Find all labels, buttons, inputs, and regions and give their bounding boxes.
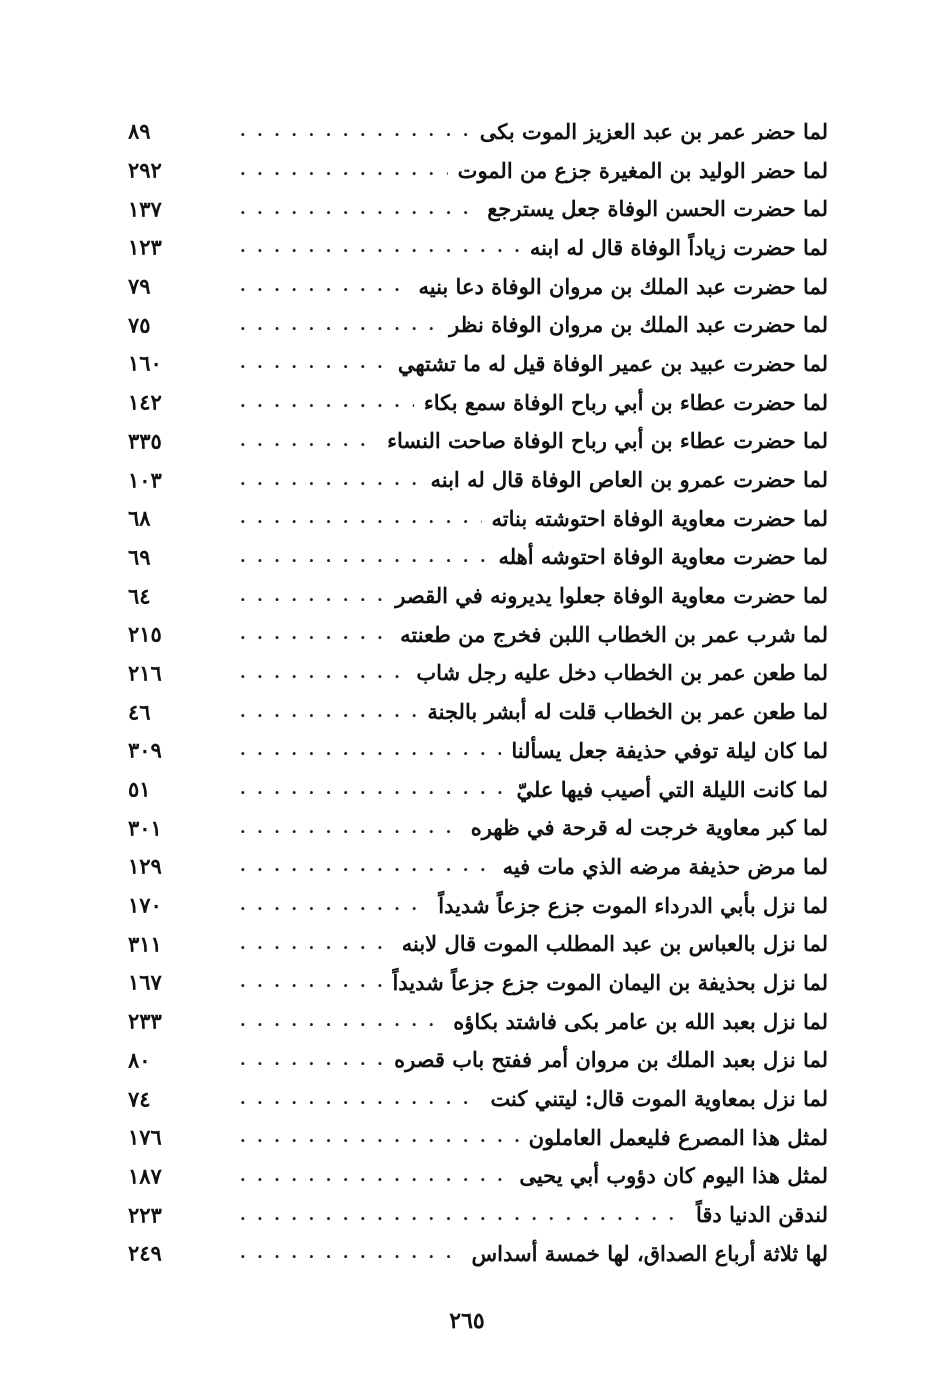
dot-leader — [240, 1052, 384, 1068]
entry-title: لما حضرت عبد الملك بن مروان الوفاة دعا بنيه — [418, 273, 828, 299]
entry-page-number: ٣٠٩ — [128, 737, 162, 763]
index-entry — [128, 151, 828, 190]
index-entry — [128, 1041, 828, 1080]
entry-page-number: ١٢٣ — [128, 234, 162, 260]
entry-page-number: ٧٩ — [128, 273, 151, 299]
dot-leader — [240, 123, 470, 139]
entry-title: لما حضرت الحسن الوفاة جعل يسترجع — [487, 196, 828, 222]
entry-page-number: ٢١٥ — [128, 621, 162, 647]
entry-title: لما كانت الليلة التي أصيب فيها عليّ — [516, 776, 828, 802]
dot-leader — [240, 472, 420, 488]
entry-page-number: ١٦٠ — [128, 350, 162, 376]
dot-leader — [240, 820, 461, 836]
dot-leader — [240, 1207, 686, 1223]
index-entry — [128, 576, 828, 615]
index-entry — [128, 731, 828, 770]
entry-title: لما حضرت عطاء بن أبي رباح الوفاة صاحت النساء — [387, 428, 828, 454]
dot-leader — [240, 1168, 509, 1184]
page-number-text: ٢٦٥ — [449, 1308, 485, 1334]
entry-page-number: ١٤٢ — [128, 389, 162, 415]
dot-leader — [240, 742, 501, 758]
index-entry — [128, 692, 828, 731]
entry-title: لما حضر عمر بن عبد العزيز الموت بكى — [479, 118, 828, 144]
dot-leader — [240, 433, 377, 449]
entry-page-number: ١٣٧ — [128, 196, 162, 222]
entry-title: لما حضرت معاوية الوفاة احتوشته بناته — [491, 505, 828, 531]
dot-leader — [240, 239, 520, 255]
index-entry — [128, 1157, 828, 1196]
entry-title: لمثل هذا اليوم كان دؤوب أبي يحيى — [519, 1163, 828, 1189]
index-entry — [128, 770, 828, 809]
entry-title: لما نزل بأبي الدرداء الموت جزع جزعاً شديداً — [438, 892, 828, 918]
entry-title: لما طعن عمر بن الخطاب دخل عليه رجل شاب — [416, 660, 828, 686]
entry-title: لما نزل بعبد الملك بن مروان أمر ففتح باب قصره — [394, 1047, 828, 1073]
index-entry — [128, 267, 828, 306]
entry-page-number: ٢٩٢ — [128, 157, 162, 183]
dot-leader — [240, 974, 382, 990]
entry-title: لما نزل بمعاوية الموت قال: ليتني كنت — [490, 1086, 828, 1112]
entry-page-number: ١٠٣ — [128, 467, 162, 493]
index-entry — [128, 1234, 828, 1273]
entry-title: لما حضرت معاوية الوفاة جعلوا يديرونه في القصر — [395, 583, 828, 609]
entry-title: لما كان ليلة توفي حذيفة جعل يسألنا — [511, 737, 828, 763]
dot-leader — [240, 317, 439, 333]
entry-page-number: ٣٠١ — [128, 815, 162, 841]
index-entry — [128, 189, 828, 228]
entry-page-number: ٦٩ — [128, 544, 151, 570]
entry-page-number: ٢٢٣ — [128, 1202, 162, 1228]
dot-leader — [240, 201, 477, 217]
index-entry — [128, 1079, 828, 1118]
entry-page-number: ٧٤ — [128, 1086, 151, 1112]
entry-page-number: ١٧٠ — [128, 892, 162, 918]
dot-leader — [240, 704, 417, 720]
index-entry — [128, 847, 828, 886]
entry-title: لما نزل بعبد الله بن عامر بكى فاشتد بكاؤه — [453, 1008, 828, 1034]
index-entry — [128, 460, 828, 499]
entry-title: لما حضرت زياداً الوفاة قال له ابنه — [529, 234, 828, 260]
dot-leader — [240, 781, 506, 797]
entry-page-number: ١٢٩ — [128, 853, 162, 879]
dot-leader — [240, 278, 408, 294]
entry-page-number: ٢٣٣ — [128, 1008, 162, 1034]
index-entry — [128, 1002, 828, 1041]
index-list — [128, 112, 828, 1273]
entry-title: لما شرب عمر بن الخطاب اللبن فخرج من طعنته — [400, 621, 828, 647]
dot-leader — [240, 1013, 443, 1029]
index-entry — [128, 1118, 828, 1157]
index-entry — [128, 654, 828, 693]
dot-leader — [240, 162, 448, 178]
entry-title: لما حضرت عبيد بن عمير الوفاة قيل له ما تشتهي — [397, 350, 828, 376]
entry-page-number: ٥١ — [128, 776, 151, 802]
entry-page-number: ٣١١ — [128, 931, 162, 957]
index-entry — [128, 1195, 828, 1234]
index-entry — [128, 344, 828, 383]
dot-leader — [240, 355, 388, 371]
dot-leader — [240, 510, 482, 526]
dot-leader — [240, 1129, 519, 1145]
index-entry — [128, 886, 828, 925]
entry-page-number: ٣٣٥ — [128, 428, 162, 454]
entry-title: لها ثلاثة أرباع الصداق، لها خمسة أسداس — [471, 1240, 828, 1266]
entry-page-number: ٨٩ — [128, 118, 151, 144]
entry-page-number: ١٦٧ — [128, 969, 162, 995]
entry-title: لما حضرت عطاء بن أبي رباح الوفاة سمع بكاء — [423, 389, 828, 415]
entry-page-number: ١٨٧ — [128, 1163, 162, 1189]
index-entry — [128, 963, 828, 1002]
index-entry — [128, 499, 828, 538]
entry-title: لمثل هذا المصرع فليعمل العاملون — [528, 1124, 828, 1150]
dot-leader — [240, 858, 493, 874]
index-entry — [128, 228, 828, 267]
dot-leader — [240, 1245, 462, 1261]
dot-leader — [240, 394, 414, 410]
index-entry — [128, 112, 828, 151]
entry-page-number: ٢١٦ — [128, 660, 162, 686]
index-entry — [128, 615, 828, 654]
entry-page-number: ٨٠ — [128, 1047, 151, 1073]
dot-leader — [240, 588, 385, 604]
entry-title: لما حضرت معاوية الوفاة احتوشه أهله — [498, 544, 828, 570]
entry-title: لما نزل بحذيفة بن اليمان الموت جزع جزعاً شديداً — [392, 969, 828, 995]
dot-leader — [240, 936, 392, 952]
entry-title: لما حضر الوليد بن المغيرة جزع من الموت — [457, 157, 828, 183]
dot-leader — [240, 1091, 480, 1107]
entry-page-number: ١٧٦ — [128, 1124, 162, 1150]
entry-title: لما حضرت عمرو بن العاص الوفاة قال له ابنه — [430, 467, 828, 493]
entry-page-number: ٦٨ — [128, 505, 151, 531]
index-entry — [128, 422, 828, 461]
entry-title: لما مرض حذيفة مرضه الذي مات فيه — [502, 853, 828, 879]
index-entry — [128, 383, 828, 422]
entry-page-number: ٢٤٩ — [128, 1240, 162, 1266]
entry-title: لما حضرت عبد الملك بن مروان الوفاة نظر — [449, 312, 828, 338]
index-entry — [128, 538, 828, 577]
entry-page-number: ٧٥ — [128, 312, 151, 338]
entry-page-number: ٤٦ — [128, 699, 151, 725]
dot-leader — [240, 665, 406, 681]
entry-page-number: ٦٤ — [128, 583, 151, 609]
index-entry — [128, 305, 828, 344]
dot-leader — [240, 549, 488, 565]
entry-title: لندقن الدنيا دقاً — [695, 1202, 828, 1228]
index-entry — [128, 924, 828, 963]
entry-title: لما طعن عمر بن الخطاب قلت له أبشر بالجنة — [427, 699, 828, 725]
entry-title: لما كبر معاوية خرجت له قرحة في ظهره — [470, 815, 828, 841]
dot-leader — [240, 626, 390, 642]
index-entry — [128, 808, 828, 847]
dot-leader — [240, 897, 428, 913]
page-number — [0, 1308, 946, 1334]
entry-title: لما نزل بالعباس بن عبد المطلب الموت قال لابنه — [401, 931, 828, 957]
